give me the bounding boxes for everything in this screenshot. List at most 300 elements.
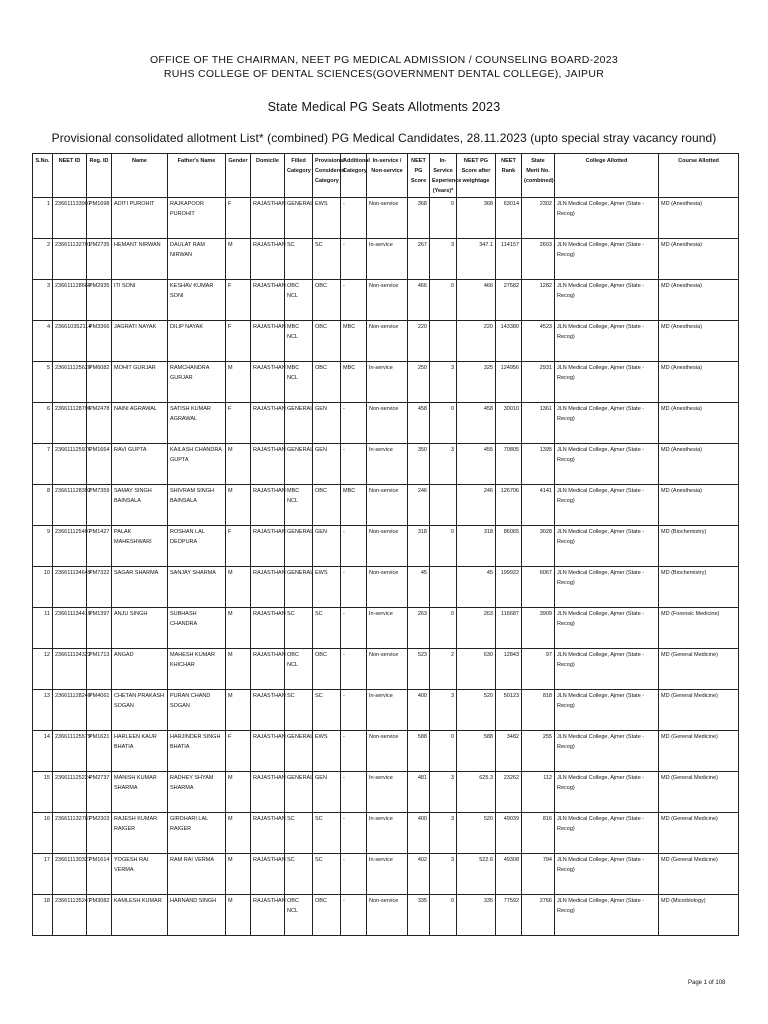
table-cell: JLN Medical College, Ajmer (State - Recog) <box>555 731 659 772</box>
table-cell: RAJASTHAN <box>251 362 285 403</box>
table-cell: NAINI AGRAWAL <box>112 403 168 444</box>
table-cell: Non-service <box>367 526 408 567</box>
table-cell: 246 <box>408 485 430 526</box>
column-header: Gender <box>226 154 251 198</box>
table-cell: RAJASTHAN <box>251 895 285 936</box>
table-cell: PM7359 <box>87 485 112 526</box>
table-cell: 236611132701 <box>53 239 87 280</box>
table-cell: JLN Medical College, Ajmer (State - Recog) <box>555 239 659 280</box>
table-cell: Non-service <box>367 649 408 690</box>
table-cell: ANGAD <box>112 649 168 690</box>
table-cell: MD (Microbiology) <box>659 895 739 936</box>
table-cell: GENERAL <box>285 567 313 608</box>
table-cell: JAGRATI NAYAK <box>112 321 168 362</box>
table-row <box>33 362 739 403</box>
table-row <box>33 895 739 936</box>
table-cell: OBC NCL <box>285 649 313 690</box>
table-cell: OBC <box>313 649 341 690</box>
table-cell: RAJASTHAN <box>251 690 285 731</box>
table-cell: 0 <box>430 608 457 649</box>
table-cell: JLN Medical College, Ajmer (State - Recog) <box>555 321 659 362</box>
table-cell: MD (Anesthesia) <box>659 362 739 403</box>
table-cell: F <box>226 198 251 239</box>
table-row <box>33 403 739 444</box>
table-cell: 2 <box>430 649 457 690</box>
table-cell: 15 <box>33 772 53 813</box>
table-cell: JLN Medical College, Ajmer (State - Recog) <box>555 403 659 444</box>
table-row <box>33 485 739 526</box>
table-cell: RAJASTHAN <box>251 198 285 239</box>
table-cell: JLN Medical College, Ajmer (State - Recog) <box>555 444 659 485</box>
column-header: S.No. <box>33 154 53 198</box>
table-cell: - <box>341 854 367 895</box>
table-cell: M <box>226 567 251 608</box>
column-header: College Allotted <box>555 154 659 198</box>
table-cell: 124956 <box>496 362 522 403</box>
table-cell: GENERAL <box>285 198 313 239</box>
table-cell: 13 <box>33 690 53 731</box>
table-cell: 236611135247 <box>53 895 87 936</box>
table-cell: 236611125407 <box>53 526 87 567</box>
table-cell: 400 <box>408 690 430 731</box>
table-cell: 236611128240 <box>53 690 87 731</box>
table-cell: Non-service <box>367 485 408 526</box>
table-cell: M <box>226 649 251 690</box>
table-cell: SC <box>313 854 341 895</box>
table-cell: MBC NCL <box>285 362 313 403</box>
table-cell: 77592 <box>496 895 522 936</box>
table-cell: GENERAL <box>285 772 313 813</box>
table-cell: 818 <box>522 690 555 731</box>
table-cell: 236611128796 <box>53 403 87 444</box>
table-cell: 70805 <box>496 444 522 485</box>
table-cell: 350 <box>408 444 430 485</box>
table-cell: 16 <box>33 813 53 854</box>
table-cell: PM2935 <box>87 280 112 321</box>
table-cell: HEMANT NIRWAN <box>112 239 168 280</box>
table-cell: 2766 <box>522 895 555 936</box>
table-cell: MBC <box>341 485 367 526</box>
table-cell: JLN Medical College, Ajmer (State - Recog) <box>555 526 659 567</box>
table-cell: HARJINDER SINGH BHATIA <box>168 731 226 772</box>
table-cell: RAVI GUPTA <box>112 444 168 485</box>
table-cell: 236611133907 <box>53 198 87 239</box>
table-cell: 458 <box>457 403 496 444</box>
table-cell: 347.1 <box>457 239 496 280</box>
table-row <box>33 649 739 690</box>
table-cell: JLN Medical College, Ajmer (State - Recog) <box>555 772 659 813</box>
table-cell: M <box>226 813 251 854</box>
table-cell: 4141 <box>522 485 555 526</box>
table-cell: RAJASTHAN <box>251 567 285 608</box>
table-cell: 6 <box>33 403 53 444</box>
table-cell: HARNAND SINGH <box>168 895 226 936</box>
column-header: Filled Category <box>285 154 313 198</box>
table-cell: ITI SONI <box>112 280 168 321</box>
table-cell: 335 <box>457 895 496 936</box>
table-cell: SC <box>285 854 313 895</box>
table-cell: 12 <box>33 649 53 690</box>
table-cell: In-service <box>367 772 408 813</box>
table-cell: Non-service <box>367 321 408 362</box>
table-cell: RAJASTHAN <box>251 526 285 567</box>
table-cell: Non-service <box>367 280 408 321</box>
table-cell: - <box>341 239 367 280</box>
table-cell: 263 <box>408 608 430 649</box>
table-cell: SC <box>313 690 341 731</box>
table-cell: 112 <box>522 772 555 813</box>
table-cell: - <box>341 526 367 567</box>
table-cell: ROSHAN LAL DEOPURA <box>168 526 226 567</box>
document-subtitle: Provisional consolidated allotment List* (combined) PG Medical Candidates, 28.11.2023 (upto special stray vacancy round) <box>51 131 717 145</box>
table-cell: - <box>341 608 367 649</box>
table-cell: 794 <box>522 854 555 895</box>
table-cell: 1361 <box>522 403 555 444</box>
table-cell <box>430 485 457 526</box>
table-cell: 27582 <box>496 280 522 321</box>
page-number: Page 1 of 108 <box>688 980 726 986</box>
table-cell: EWS <box>313 567 341 608</box>
table-cell: 7 <box>33 444 53 485</box>
table-cell: MD (Forensic Medicine) <box>659 608 739 649</box>
table-row <box>33 444 739 485</box>
table-cell: RAJASTHAN <box>251 403 285 444</box>
table-cell: 236611134419 <box>53 608 87 649</box>
table-cell: 0 <box>430 731 457 772</box>
table-cell: GIRDHARI LAL RAIGER <box>168 813 226 854</box>
table-cell: JLN Medical College, Ajmer (State - Recog) <box>555 198 659 239</box>
table-cell: PURAN CHAND SOGAN <box>168 690 226 731</box>
table-body <box>33 198 739 936</box>
table-cell: 12843 <box>496 649 522 690</box>
table-cell: 3028 <box>522 526 555 567</box>
table-cell: 255 <box>522 731 555 772</box>
table-cell: 1282 <box>522 280 555 321</box>
table-cell: - <box>341 198 367 239</box>
table-cell: In-service <box>367 444 408 485</box>
column-header: In-service / Non-service <box>367 154 408 198</box>
table-cell: In-service <box>367 690 408 731</box>
table-cell: GENERAL <box>285 403 313 444</box>
table-cell: PM6082 <box>87 362 112 403</box>
table-cell: 466 <box>457 280 496 321</box>
table-cell: F <box>226 526 251 567</box>
table-cell: RAJASTHAN <box>251 731 285 772</box>
table-cell: 523 <box>408 649 430 690</box>
table-cell: - <box>341 731 367 772</box>
table-cell: JLN Medical College, Ajmer (State - Recog) <box>555 690 659 731</box>
table-cell: SAGAR SHARMA <box>112 567 168 608</box>
table-cell: JLN Medical College, Ajmer (State - Recog) <box>555 362 659 403</box>
table-cell: 335 <box>408 895 430 936</box>
column-header: Reg. ID <box>87 154 112 198</box>
table-cell: 236611134322 <box>53 649 87 690</box>
table-cell: PM2737 <box>87 772 112 813</box>
table-cell: Non-service <box>367 895 408 936</box>
table-cell: DILIP NAYAK <box>168 321 226 362</box>
table-cell: 3 <box>33 280 53 321</box>
table-cell: PM2478 <box>87 403 112 444</box>
table-cell: GEN <box>313 444 341 485</box>
table-cell: 0 <box>430 895 457 936</box>
table-cell: 116687 <box>496 608 522 649</box>
table-cell: 5 <box>33 362 53 403</box>
column-header: Provisional Considered Category <box>313 154 341 198</box>
table-row <box>33 198 739 239</box>
table-cell: - <box>341 649 367 690</box>
table-cell: HARLEEN KAUR BHATIA <box>112 731 168 772</box>
document-title: State Medical PG Seats Allotments 2023 <box>267 100 501 114</box>
allotment-table <box>32 153 739 936</box>
table-cell: 63014 <box>496 198 522 239</box>
table-row <box>33 526 739 567</box>
table-cell: GENERAL <box>285 526 313 567</box>
table-cell: MBC NCL <box>285 485 313 526</box>
table-cell: MD (General Medicine) <box>659 854 739 895</box>
table-cell: MBC NCL <box>285 321 313 362</box>
table-cell: 3 <box>430 362 457 403</box>
table-cell: M <box>226 772 251 813</box>
table-cell: PM1698 <box>87 198 112 239</box>
table-cell: SC <box>285 690 313 731</box>
table-cell: M <box>226 608 251 649</box>
table-cell: YOGESH RAI VERMA <box>112 854 168 895</box>
header-line-1: OFFICE OF THE CHAIRMAN, NEET PG MEDICAL ADMISSION / COUNSELING BOARD-2023 <box>149 54 619 66</box>
table-cell: OBC <box>313 895 341 936</box>
table-cell: 236611128392 <box>53 485 87 526</box>
table-cell: GEN <box>313 526 341 567</box>
table-cell: MD (Anesthesia) <box>659 485 739 526</box>
table-cell: PM7322 <box>87 567 112 608</box>
table-cell: In-service <box>367 608 408 649</box>
table-cell: 455 <box>457 444 496 485</box>
table-cell: 318 <box>457 526 496 567</box>
table-cell: M <box>226 444 251 485</box>
table-cell: 481 <box>408 772 430 813</box>
table-cell: 3 <box>430 690 457 731</box>
table-cell: RAJESH KUMAR RAIGER <box>112 813 168 854</box>
table-cell: RAJASTHAN <box>251 239 285 280</box>
table-cell: 45 <box>408 567 430 608</box>
table-cell: KAMLESH KUMAR <box>112 895 168 936</box>
table-cell: JLN Medical College, Ajmer (State - Recog) <box>555 895 659 936</box>
table-cell: 236611125620 <box>53 362 87 403</box>
column-header: Name <box>112 154 168 198</box>
table-cell: - <box>341 403 367 444</box>
table-cell: Non-service <box>367 198 408 239</box>
table-cell: MD (General Medicine) <box>659 813 739 854</box>
table-cell: OBC NCL <box>285 895 313 936</box>
table-cell: MD (Anesthesia) <box>659 321 739 362</box>
table-cell: SC <box>285 608 313 649</box>
table-cell: 246 <box>457 485 496 526</box>
table-cell: MD (Anesthesia) <box>659 239 739 280</box>
table-cell: RAMCHANDRA GURJAR <box>168 362 226 403</box>
table-cell: RAJKAPOOR PUROHIT <box>168 198 226 239</box>
table-cell: SATISH KUMAR AGRAWAL <box>168 403 226 444</box>
table-cell: 588 <box>408 731 430 772</box>
table-cell: 630 <box>457 649 496 690</box>
table-cell: 18 <box>33 895 53 936</box>
column-header: NEET PG Score <box>408 154 430 198</box>
table-cell: 14 <box>33 731 53 772</box>
table-cell <box>430 321 457 362</box>
table-cell: 30010 <box>496 403 522 444</box>
table-cell: 8 <box>33 485 53 526</box>
table-row <box>33 854 739 895</box>
table-row <box>33 280 739 321</box>
table-header-row <box>33 154 739 198</box>
table-cell: PM1664 <box>87 444 112 485</box>
table-cell: In-service <box>367 813 408 854</box>
table-row <box>33 731 739 772</box>
table-cell: PM3082 <box>87 895 112 936</box>
table-cell: RAJASTHAN <box>251 444 285 485</box>
table-cell: MD (General Medicine) <box>659 649 739 690</box>
table-cell: SC <box>285 239 313 280</box>
table-cell: 9 <box>33 526 53 567</box>
table-cell: 400 <box>408 813 430 854</box>
table-cell: EWS <box>313 731 341 772</box>
table-cell: RAJASTHAN <box>251 321 285 362</box>
table-cell: - <box>341 772 367 813</box>
table-cell: RAJASTHAN <box>251 854 285 895</box>
table-cell: MD (Anesthesia) <box>659 444 739 485</box>
table-cell: M <box>226 485 251 526</box>
table-cell: MD (Biochemistry) <box>659 567 739 608</box>
table-row <box>33 321 739 362</box>
table-cell: PM1614 <box>87 854 112 895</box>
table-cell: In-service <box>367 239 408 280</box>
table-cell: 458 <box>408 403 430 444</box>
header-line-2: RUHS COLLEGE OF DENTAL SCIENCES(GOVERNMENT DENTAL COLLEGE), JAIPUR <box>163 68 605 80</box>
table-cell: MD (General Medicine) <box>659 690 739 731</box>
table-cell: - <box>341 813 367 854</box>
table-cell: JLN Medical College, Ajmer (State - Recog) <box>555 280 659 321</box>
table-cell: 368 <box>408 198 430 239</box>
table-cell: M <box>226 854 251 895</box>
table-cell: 0 <box>430 526 457 567</box>
table-cell: F <box>226 321 251 362</box>
table-cell: 250 <box>408 362 430 403</box>
table-cell: 6067 <box>522 567 555 608</box>
table-cell: 625.3 <box>457 772 496 813</box>
table-cell: PM2303 <box>87 813 112 854</box>
table-cell: 2603 <box>522 239 555 280</box>
table-cell: 199922 <box>496 567 522 608</box>
table-cell: RAJASTHAN <box>251 649 285 690</box>
table-cell: PALAK MAHESHWARI <box>112 526 168 567</box>
table-cell: 0 <box>430 403 457 444</box>
table-cell: 50123 <box>496 690 522 731</box>
table-cell: 3 <box>430 772 457 813</box>
table-cell: JLN Medical College, Ajmer (State - Recog) <box>555 854 659 895</box>
table-cell: 2 <box>33 239 53 280</box>
table-cell: MBC <box>341 321 367 362</box>
table-cell: 3 <box>430 854 457 895</box>
table-cell: 10 <box>33 567 53 608</box>
table-cell: 236611134649 <box>53 567 87 608</box>
table-cell: MD (Biochemistry) <box>659 526 739 567</box>
table-cell: RAJASTHAN <box>251 772 285 813</box>
table-cell: SC <box>313 608 341 649</box>
table-row <box>33 567 739 608</box>
table-cell: 816 <box>522 813 555 854</box>
column-header: In-Service Experience (Years)* <box>430 154 457 198</box>
table-cell: 325 <box>457 362 496 403</box>
table-cell: 0 <box>430 198 457 239</box>
table-cell: - <box>341 444 367 485</box>
table-cell: 45 <box>457 567 496 608</box>
table-cell: 402 <box>408 854 430 895</box>
table-cell: 1 <box>33 198 53 239</box>
table-cell: RAJASTHAN <box>251 813 285 854</box>
table-cell: 0 <box>430 280 457 321</box>
table-cell: Non-service <box>367 731 408 772</box>
table-cell: 49039 <box>496 813 522 854</box>
table-row <box>33 813 739 854</box>
table-cell: - <box>341 895 367 936</box>
table-cell: 3909 <box>522 608 555 649</box>
table-cell: SANJAY SHARMA <box>168 567 226 608</box>
table-cell: RAJASTHAN <box>251 485 285 526</box>
table-cell: 23262 <box>496 772 522 813</box>
table-cell: 3 <box>430 813 457 854</box>
column-header: NEET PG Score after weightage <box>457 154 496 198</box>
table-cell: SUBHASH CHANDRA <box>168 608 226 649</box>
table-cell: - <box>341 690 367 731</box>
table-row <box>33 690 739 731</box>
table-cell: 236611128660 <box>53 280 87 321</box>
table-cell: 236611125976 <box>53 444 87 485</box>
table-cell: KESHAV KUMAR SONI <box>168 280 226 321</box>
table-cell: 1395 <box>522 444 555 485</box>
table-cell: - <box>341 567 367 608</box>
table-cell: JLN Medical College, Ajmer (State - Recog) <box>555 608 659 649</box>
table-cell: 520 <box>457 813 496 854</box>
table-cell: GEN <box>313 403 341 444</box>
table-cell: 114157 <box>496 239 522 280</box>
table-cell: - <box>341 280 367 321</box>
column-header: State Merit No. (combined) <box>522 154 555 198</box>
table-cell: PM4061 <box>87 690 112 731</box>
table-cell: JLN Medical College, Ajmer (State - Recog) <box>555 649 659 690</box>
table-cell: 520 <box>457 690 496 731</box>
table-cell: 267 <box>408 239 430 280</box>
table-cell: PM2735 <box>87 239 112 280</box>
table-cell: CHETAN PRAKASH SOGAN <box>112 690 168 731</box>
table-cell: RAM RAI VERMA <box>168 854 226 895</box>
table-cell <box>430 567 457 608</box>
table-cell: ANJU SINGH <box>112 608 168 649</box>
table-cell: PM1397 <box>87 608 112 649</box>
table-cell: Non-service <box>367 567 408 608</box>
table-cell: 49308 <box>496 854 522 895</box>
table-cell: M <box>226 690 251 731</box>
table-cell: KAILASH CHANDRA GUPTA <box>168 444 226 485</box>
table-cell: 318 <box>408 526 430 567</box>
table-cell: GENERAL <box>285 444 313 485</box>
table-cell: JLN Medical College, Ajmer (State - Recog) <box>555 567 659 608</box>
table-cell: RAJASTHAN <box>251 608 285 649</box>
table-cell: 368 <box>457 198 496 239</box>
table-cell: OBC <box>313 321 341 362</box>
table-cell: PM1621 <box>87 731 112 772</box>
table-cell: 126706 <box>496 485 522 526</box>
table-cell: OBC <box>313 280 341 321</box>
table-cell: SC <box>285 813 313 854</box>
column-header: Domicile <box>251 154 285 198</box>
